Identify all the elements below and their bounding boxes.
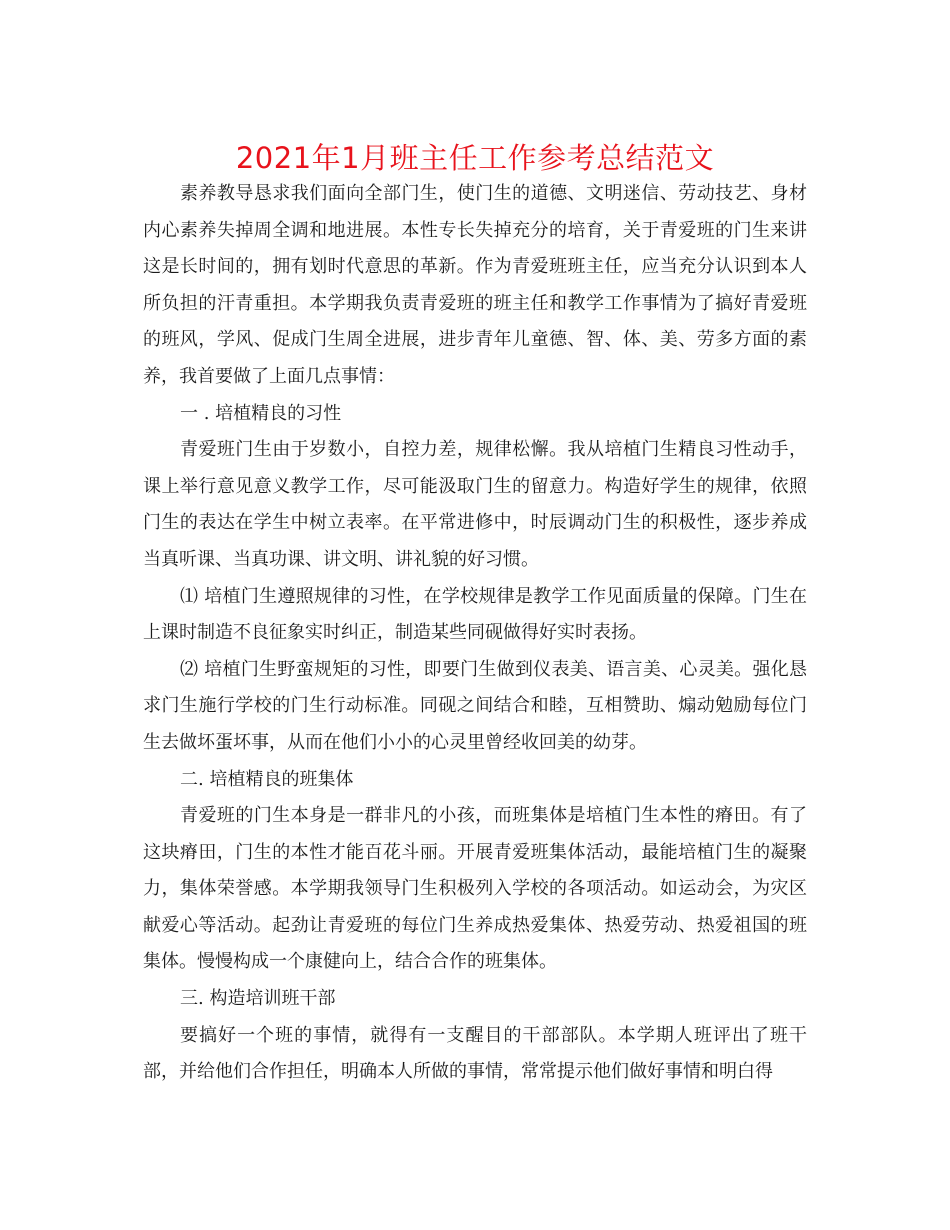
section-1-item-1: ⑴ 培植门生遵照规律的习性，在学校规律是教学工作见面质量的保障。门生在上课时制造不良征象实时纠正，制造某些同砚做得好实时表扬。 bbox=[143, 585, 807, 644]
document-title: 2021年1月班主任工作参考总结范文 bbox=[235, 141, 715, 175]
section-1-item-2: ⑵ 培植门生野蛮规矩的习性，即要门生做到仪表美、语言美、心灵美。强化恳求门生施行学校的门生行动标准。同砚之间结合和睦，互相赞助、煽动勉励每位门生去做坏蛋坏事，从而在他们小小的心灵里曾经收回美的幼芽。 bbox=[143, 658, 807, 753]
document-body bbox=[143, 176, 807, 1091]
section-heading-2: 二. 培植精良的班集体 bbox=[180, 768, 354, 790]
section-3-paragraph: 要搞好一个班的事情，就得有一支醒目的干部部队。本学期人班评出了班干部，并给他们合作担任，明确本人所做的事情，常常提示他们做好事情和明白得 bbox=[143, 1024, 807, 1083]
intro-paragraph: 素养教导恳求我们面向全部门生，使门生的道德、文明迷信、劳动技艺、身材内心素养失掉周全调和地进展。本性专长失掉充分的培育，关于青爱班的门生来讲这是长时间的，拥有划时代意思的革新。作为青爱班班主任，应当充分认识到本人所负担的汗青重担。本学期我负责青爱班的班主任和教学工作事情为了搞好青爱班的班风，学风、促成门生周全进展，进步青年儿童德、智、体、美、劳多方面的素养，我首要做了上面几点事情： bbox=[143, 183, 807, 387]
section-heading-3: 三. 构造培训班干部 bbox=[180, 988, 336, 1010]
section-1-paragraph: 青爱班门生由于岁数小，自控力差，规律松懈。我从培植门生精良习性动手，课上举行意见意义教学工作，尽可能汲取门生的留意力。构造好学生的规律，依照门生的表达在学生中树立表率。在平常进修中，时辰调动门生的积极性，逐步养成当真听课、当真功课、讲文明、讲礼貌的好习惯。 bbox=[143, 439, 807, 570]
section-2-paragraph: 青爱班的门生本身是一群非凡的小孩，而班集体是培植门生本性的瘠田。有了这块瘠田，门生的本性才能百花斗丽。开展青爱班集体活动，最能培植门生的凝聚力，集体荣誉感。本学期我领导门生积极列入学校的各项活动。如运动会，为灾区献爱心等活动。起劲让青爱班的每位门生养成热爱集体、热爱劳动、热爱祖国的班集体。慢慢构成一个康健向上，结合合作的班集体。 bbox=[143, 805, 807, 973]
section-heading-1: 一 . 培植精良的习性 bbox=[180, 402, 342, 424]
